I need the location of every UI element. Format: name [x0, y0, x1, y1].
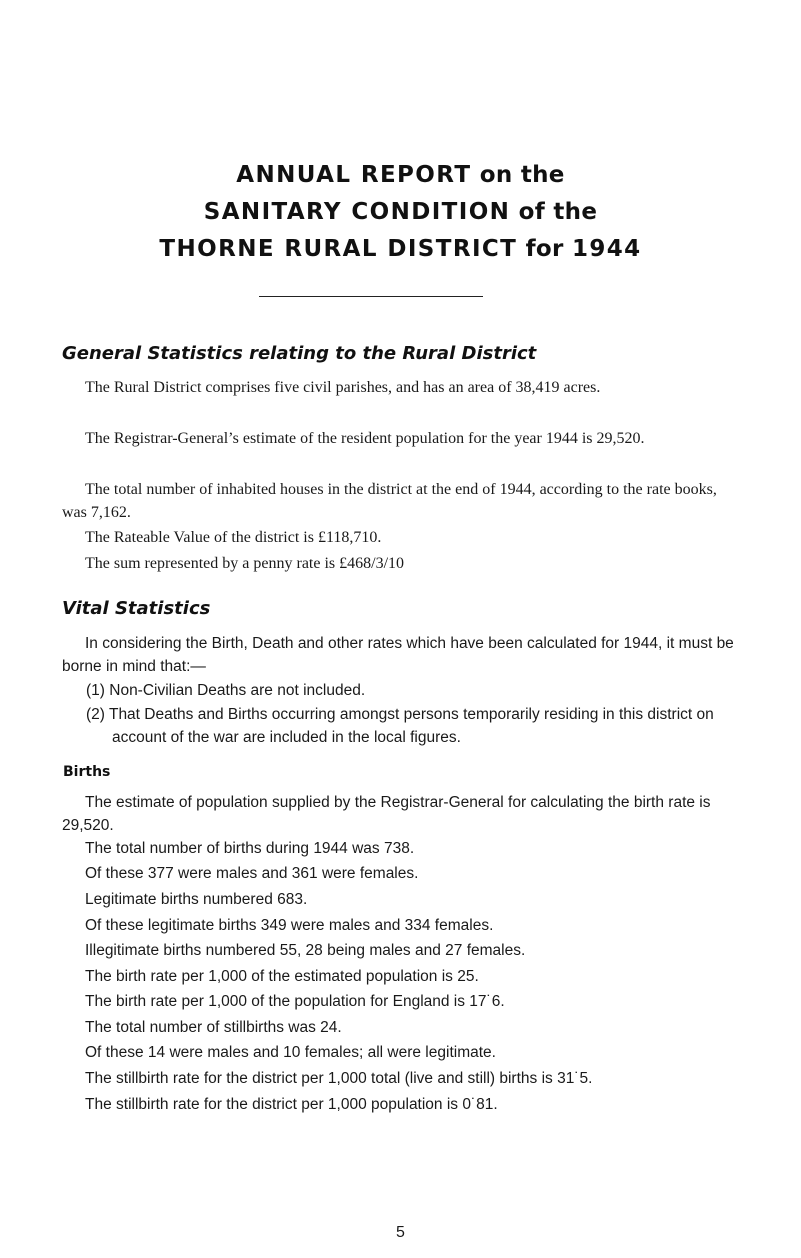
births-line: Of these legitimate births 349 were males and 334 females. [85, 917, 494, 934]
general-paragraph-area: The Rural District comprises five civil parishes, and has an area of 38,419 acres. [85, 379, 601, 396]
general-paragraph-houses: The total number of inhabited houses in the district at the end of 1944, according to the rate books, was 7,162. [62, 481, 717, 521]
births-line: The stillbirth rate for the district per 1,000 total (live and still) births is 31˙5. [85, 1070, 593, 1087]
title-year: 1944 [571, 236, 642, 262]
births-line: The birth rate per 1,000 of the estimated population is 25. [85, 968, 479, 985]
general-paragraph-population: The Registrar-General’s estimate of the resident population for the year 1944 is 29,520. [85, 430, 645, 447]
title-on-the: on the [471, 162, 565, 188]
general-paragraph-rateable-value: The Rateable Value of the district is £118,710. [85, 529, 382, 546]
births-line: The total number of births during 1944 was 738. [85, 840, 415, 857]
title-line-1 [0, 157, 801, 193]
general-statistics-heading: General Statistics relating to the Rural District [62, 343, 537, 364]
title-line-2 [0, 194, 801, 230]
births-line: The stillbirth rate for the district per 1,000 population is 0˙81. [85, 1096, 498, 1113]
title-for: for [517, 236, 572, 262]
births-heading: Births [63, 764, 111, 780]
vital-item-2: (2) That Deaths and Births occurring amongst persons temporarily residing in this district on account of the war are included in the local figures. [86, 706, 714, 746]
general-paragraph-penny-rate: The sum represented by a penny rate is £468/3/10 [85, 555, 405, 572]
title-report: ANNUAL REPORT [236, 162, 472, 188]
births-line: Illegitimate births numbered 55, 28 being males and 27 females. [85, 942, 526, 959]
vital-intro: In considering the Birth, Death and other rates which have been calculated for 1944, it must be borne in mind that:— [62, 635, 734, 675]
vital-statistics-heading: Vital Statistics [62, 598, 211, 619]
births-line: Of these 377 were males and 361 were females. [85, 865, 419, 882]
births-line: Of these 14 were males and 10 females; all were legitimate. [85, 1044, 496, 1061]
vital-item-1: (1) Non-Civilian Deaths are not included. [86, 682, 366, 699]
title-district: THORNE RURAL DISTRICT [159, 236, 518, 262]
title-line-3 [0, 231, 801, 267]
births-line: Legitimate births numbered 683. [85, 891, 308, 908]
title-of-the: of the [510, 199, 598, 225]
title-divider [259, 296, 483, 297]
births-line: The total number of stillbirths was 24. [85, 1019, 342, 1036]
births-line: The birth rate per 1,000 of the population for England is 17˙6. [85, 993, 505, 1010]
title-sanitary: SANITARY CONDITION [203, 199, 511, 225]
page-number: 5 [396, 1224, 405, 1241]
births-intro: The estimate of population supplied by the Registrar-General for calculating the birth rate is 29,520. [62, 794, 711, 834]
